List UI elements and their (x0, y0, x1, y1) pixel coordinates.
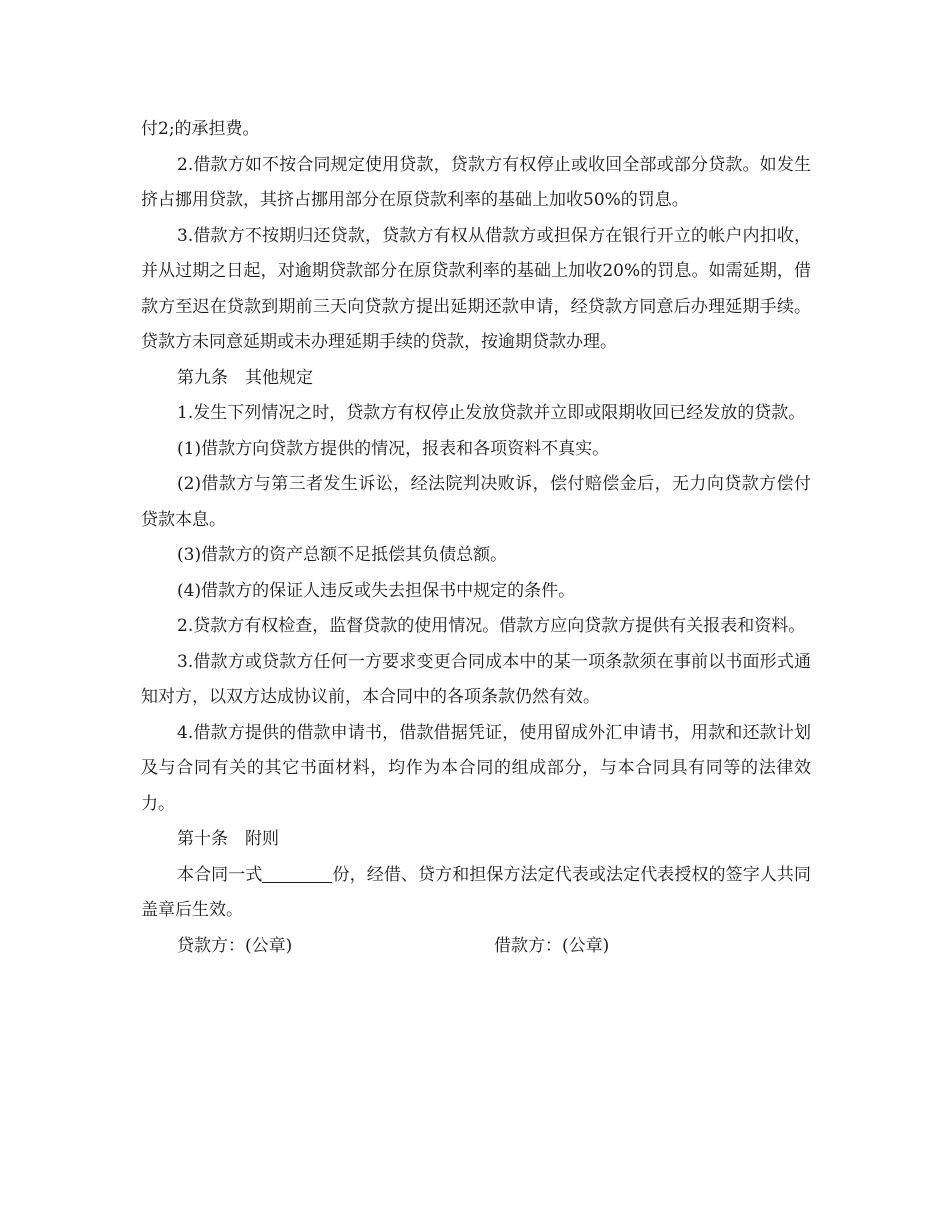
copies-blank-field (262, 864, 332, 883)
paragraph-clause-9-1-2: (2)借款方与第三者发生诉讼，经法院判决败诉，偿付赔偿金后，无力向贷款方偿付贷款本息。 (141, 474, 811, 530)
paragraph-clause-9-4: 4.借款方提供的借款申请书，借款借据凭证，使用留成外汇申请书，用款和还款计划及与合同有关的其它书面材料，均作为本合同的组成部分，与本合同具有同等的法律效力。 (141, 722, 811, 814)
article-10-heading: 第十条 附则 (177, 829, 279, 849)
borrower-signature-label: 借款方：(公章) (494, 935, 610, 956)
final-clause-start: 本合同一式 (177, 864, 263, 885)
paragraph-continuation: 付2;的承担费。 (141, 119, 260, 139)
paragraph-clause-9-1-1: (1)借款方向贷款方提供的情况，报表和各项资料不真实。 (177, 438, 610, 459)
paragraph-final-clause (141, 858, 811, 929)
lender-signature-label: 贷款方：(公章) (177, 935, 293, 956)
paragraph-clause-9-1: 1.发生下列情况之时，贷款方有权停止发放贷款并立即或限期收回已经发放的贷款。 (177, 403, 806, 423)
signature-row (141, 929, 811, 965)
paragraph-clause-8-2: 2.借款方如不按合同规定使用贷款，贷款方有权停止或收回全部或部分贷款。如发生挤占挪用贷款，其挤占挪用部分在原贷款利率的基础上加收50%的罚息。 (141, 154, 811, 210)
paragraph-clause-8-3: 3.借款方不按期归还贷款，贷款方有权从借款方或担保方在银行开立的帐户内扣收，并从过期之日起，对逾期贷款部分在原贷款利率的基础上加收20%的罚息。如需延期，借款方至迟在贷款到期前三天向贷款方提出延期还款申请，经贷款方同意后办理延期手续。贷款方未同意延期或未办理延期手续的贷款，按逾期贷款办理。 (141, 225, 811, 352)
paragraph-clause-9-3: 3.借款方或贷款方任何一方要求变更合同成本中的某一项条款须在事前以书面形式通知对方，以双方达成协议前，本合同中的各项条款仍然有效。 (141, 651, 811, 707)
final-clause-end: 份，经借、贷方和担保方法定代表或法定代表授权的签字人共同盖章后生效。 (141, 864, 812, 920)
article-9-heading: 第九条 其他规定 (177, 367, 313, 388)
paragraph-clause-9-1-3: (3)借款方的资产总额不足抵偿其负债总额。 (177, 545, 508, 565)
document-body (141, 112, 811, 964)
paragraph-clause-9-1-4: (4)借款方的保证人违反或失去担保书中规定的条件。 (177, 580, 576, 601)
paragraph-clause-9-2: 2.贷款方有权检查，监督贷款的使用情况。借款方应向贷款方提供有关报表和资料。 (177, 616, 806, 636)
